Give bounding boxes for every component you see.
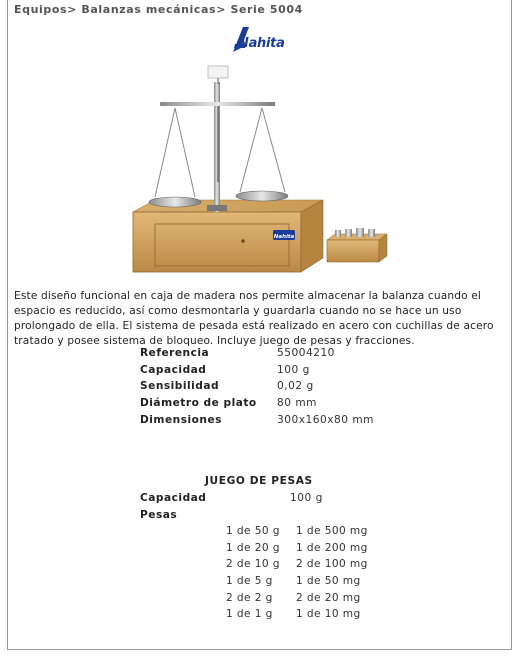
weights-pesas-label: Pesas: [140, 509, 178, 521]
spec-value-diametro: 80 mm: [277, 397, 317, 409]
breadcrumb[interactable]: Equipos> Balanzas mecánicas> Serie 5004: [14, 3, 303, 16]
weight-grams: 1 de 1 g: [226, 608, 273, 620]
weight-grams: 2 de 10 g: [226, 558, 280, 570]
product-description: Este diseño funcional en caja de madera nos permite almacenar la balanza cuando el espacio es reducido, así como desmontarla y guardarla cuando no se hace un uso prolongado de ella. El sistema de pesada está realizado en acero con cuchillas de acero tratado y posee sistema de bloqueo. Incluye juego de pesas y fracciones.: [14, 290, 494, 347]
weight-grams: 1 de 5 g: [226, 575, 273, 587]
weight-milligrams: 1 de 500 mg: [296, 525, 368, 537]
weight-grams: 2 de 2 g: [226, 592, 273, 604]
spec-label-capacidad: Capacidad: [140, 364, 207, 376]
spec-value-sensibilidad: 0,02 g: [277, 380, 314, 392]
weight-milligrams: 2 de 20 mg: [296, 592, 361, 604]
spec-label-referencia: Referencia: [140, 347, 210, 359]
spec-value-referencia: 55004210: [277, 347, 335, 359]
weights-capacity-label: Capacidad: [140, 492, 207, 504]
brand-logo-text: Nahita: [238, 36, 285, 51]
spec-label-diametro: Diámetro de plato: [140, 397, 257, 409]
weight-grams: 1 de 20 g: [226, 542, 280, 554]
balance-scale-image: [125, 62, 395, 277]
spec-value-capacidad: 100 g: [277, 364, 310, 376]
weights-set-title: JUEGO DE PESAS: [205, 475, 313, 487]
weight-milligrams: 1 de 50 mg: [296, 575, 361, 587]
weights-capacity-value: 100 g: [290, 492, 323, 504]
weight-milligrams: 1 de 200 mg: [296, 542, 368, 554]
weight-milligrams: 2 de 100 mg: [296, 558, 368, 570]
weight-grams: 1 de 50 g: [226, 525, 280, 537]
spec-value-dimensiones: 300x160x80 mm: [277, 414, 374, 426]
spec-label-dimensiones: Dimensiones: [140, 414, 222, 426]
badge-text: Nahita: [273, 234, 295, 240]
spec-label-sensibilidad: Sensibilidad: [140, 380, 220, 392]
weight-milligrams: 1 de 10 mg: [296, 608, 361, 620]
